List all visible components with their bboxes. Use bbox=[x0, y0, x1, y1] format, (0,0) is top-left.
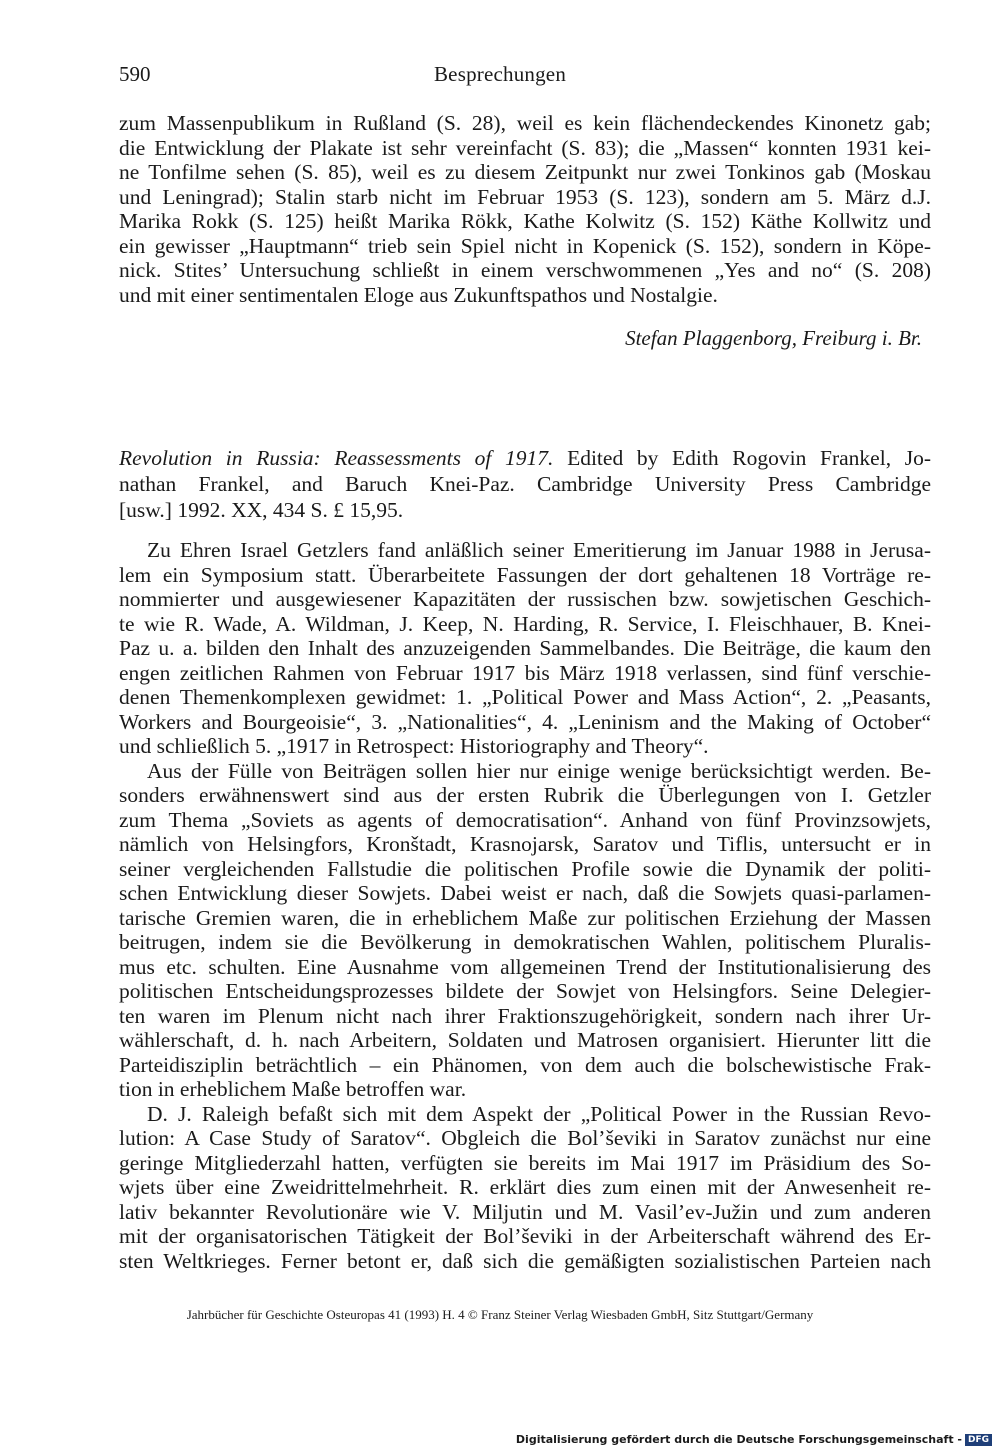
text-line: zum Thema „Soviets as agents of democratisation“. Anhand von fünf Provinzsowjets, bbox=[119, 807, 931, 832]
journal-citation: Jahrbücher für Geschichte Osteuropas 41 (1993) H. 4 © Franz Steiner Verlag Wiesbaden GmbH, Sitz Stuttgart/Germany bbox=[186, 1307, 814, 1322]
funding-text: Digitalisierung gefördert durch die Deutsche Forschungsgemeinschaft - bbox=[515, 1433, 962, 1446]
text-line: nämlich von Helsingfors, Kronštadt, Krasnojarsk, Saratov und Tiflis, untersucht er in bbox=[119, 832, 931, 856]
text-line: tion in erheblichem Maße betroffen war. bbox=[119, 1077, 467, 1101]
running-title: Besprechungen bbox=[433, 62, 567, 86]
page-number: 590 bbox=[119, 62, 151, 86]
text-line: wählerschaft, d. h. nach Arbeitern, Soldaten und Matrosen organisiert. Hierunter litt die bbox=[119, 1028, 931, 1052]
review2-paragraph-3 bbox=[119, 1102, 931, 1274]
review2-heading bbox=[119, 445, 931, 523]
text-line: geringe Mitgliederzahl hatten, verfügten sie bereits im Mai 1917 im Präsidium des So- bbox=[119, 1150, 931, 1175]
text-line: ein gewisser „Hauptmann“ trieb sein Spiel nicht in Kopenick (S. 152), sondern in Köpe- bbox=[119, 233, 931, 258]
text-line: seiner vergleichenden Fallstudie die politischen Profile sowie die Dynamik der politi- bbox=[119, 856, 931, 881]
dfg-logo: DFG bbox=[965, 1434, 992, 1446]
text-line: beitrugen, indem sie die Bevölkerung in demokratischen Wahlen, politischem Pluralis- bbox=[119, 930, 931, 954]
text-line: mus etc. schulten. Eine Ausnahme vom allgemeinen Trend der Institutionalisierung des bbox=[119, 954, 931, 979]
review2-paragraph-2 bbox=[119, 759, 931, 1102]
heading-editors: Edited by Edith Rogovin Frankel, Jo- bbox=[567, 446, 931, 470]
heading-line: nathan Frankel, and Baruch Knei-Paz. Cambridge University Press Cambridge bbox=[119, 472, 931, 496]
review1-text bbox=[119, 111, 931, 307]
review2-paragraph-1 bbox=[119, 538, 931, 759]
text-line: nommierter und ausgewiesener Kapazitäten der russischen bzw. sowjetischen Geschich- bbox=[119, 587, 931, 611]
text-line: politischen Entscheidungsprozesses bildete der Sowjet von Helsingfors. Seine Delegier- bbox=[119, 979, 931, 1003]
text-line: ne Tonfilme sehen (S. 85), weil es zu diesem Zeitpunkt nur zwei Tonkinos gab (Moskau bbox=[119, 160, 931, 184]
text-line: und Leningrad); Stalin starb nicht im Februar 1953 (S. 123), sondern am 5. März d.J. bbox=[119, 184, 931, 209]
text-line: tarische Gremien waren, die in erheblichem Maße zur politischen Erziehung der Massen bbox=[119, 905, 931, 930]
heading-line bbox=[119, 445, 931, 471]
text-line: Parteidisziplin beträchtlich – ein Phänomen, von dem auch die bolschewistische Frak- bbox=[119, 1052, 931, 1077]
text-line: Aus der Fülle von Beiträgen sollen hier nur einige wenige berücksichtigt werden. Be- bbox=[147, 758, 931, 783]
heading-line: [usw.] 1992. XX, 434 S. £ 15,95. bbox=[119, 498, 404, 522]
text-line: Workers and Bourgeoisie“, 3. „Nationalities“, 4. „Leninism and the Making of October“ bbox=[119, 709, 931, 734]
text-line: schen Entwicklung dieser Sowjets. Dabei weist er nach, daß die Sowjets quasi-parlamen- bbox=[119, 881, 931, 905]
funding-note bbox=[516, 1433, 992, 1446]
text-line: sonders erwähnenswert sind aus der ersten Rubrik die Überlegungen von I. Getzler bbox=[119, 783, 931, 807]
text-line: und mit einer sentimentalen Eloge aus Zukunftspathos und Nostalgie. bbox=[119, 282, 718, 307]
text-line: lution: A Case Study of Saratov“. Obgleich die Bol’ševiki in Saratov zunächst nur eine bbox=[119, 1126, 931, 1150]
text-line: engen zeitlichen Rahmen von Februar 1917 bis März 1918 verlassen, sind fünf verschie- bbox=[119, 660, 931, 685]
text-line: denen Themenkomplexen gewidmet: 1. „Political Power and Mass Action“, 2. „Peasants, bbox=[119, 685, 931, 709]
text-line: zum Massenpublikum in Rußland (S. 28), weil es kein flächendeckendes Kinonetz gab; bbox=[119, 111, 931, 135]
text-line: ten waren im Plenum nicht nach ihrer Fraktionszugehörigkeit, sondern nach ihrer Ur- bbox=[119, 1003, 931, 1028]
text-line: lem ein Symposium statt. Überarbeitete Fassungen der dort gehaltenen 18 Vorträge re- bbox=[119, 562, 931, 587]
text-line: lativ bekannter Revolutionäre wie V. Miljutin und M. Vasil’ev-Južin und zum anderen bbox=[119, 1199, 931, 1224]
book-title: Revolution in Russia: Reassessments of 1917. bbox=[119, 446, 554, 470]
text-line: sten Weltkrieges. Ferner betont er, daß sich die gemäßigten sozialistischen Parteien nach bbox=[119, 1248, 931, 1273]
text-line: nick. Stites’ Untersuchung schließt in einem verschwommenen „Yes and no“ (S. 208) bbox=[119, 258, 931, 282]
text-line: die Entwicklung der Plakate ist sehr vereinfacht (S. 83); die „Massen“ konnten 1931 kei- bbox=[119, 135, 931, 160]
text-line: Zu Ehren Israel Getzlers fand anläßlich seiner Emeritierung im Januar 1988 in Jerusa- bbox=[147, 538, 931, 562]
text-line: wjets über eine Zweidrittelmehrheit. R. erklärt dies zum einen mit der Anwesenheit re- bbox=[119, 1175, 931, 1199]
reviewer-signature: Stefan Plaggenborg, Freiburg i. Br. bbox=[625, 326, 922, 350]
text-line: D. J. Raleigh befaßt sich mit dem Aspekt der „Political Power in the Russian Revo- bbox=[147, 1101, 931, 1126]
text-line: Paz u. a. bilden den Inhalt des anzuzeigenden Sammelbandes. Die Beiträge, die kaum den bbox=[119, 636, 931, 660]
text-line: te wie R. Wade, A. Wildman, J. Keep, N. Harding, R. Service, I. Fleischhauer, B. Knei- bbox=[119, 611, 931, 636]
text-line: Marika Rokk (S. 125) heißt Marika Rökk, Kathe Kolwitz (S. 152) Käthe Kollwitz und bbox=[119, 209, 931, 233]
text-line: und schließlich 5. „1917 in Retrospect: Historiography and Theory“. bbox=[119, 734, 709, 758]
text-line: mit der organisatorischen Tätigkeit der Bol’ševiki in der Arbeiterschaft während des Er- bbox=[119, 1224, 931, 1248]
